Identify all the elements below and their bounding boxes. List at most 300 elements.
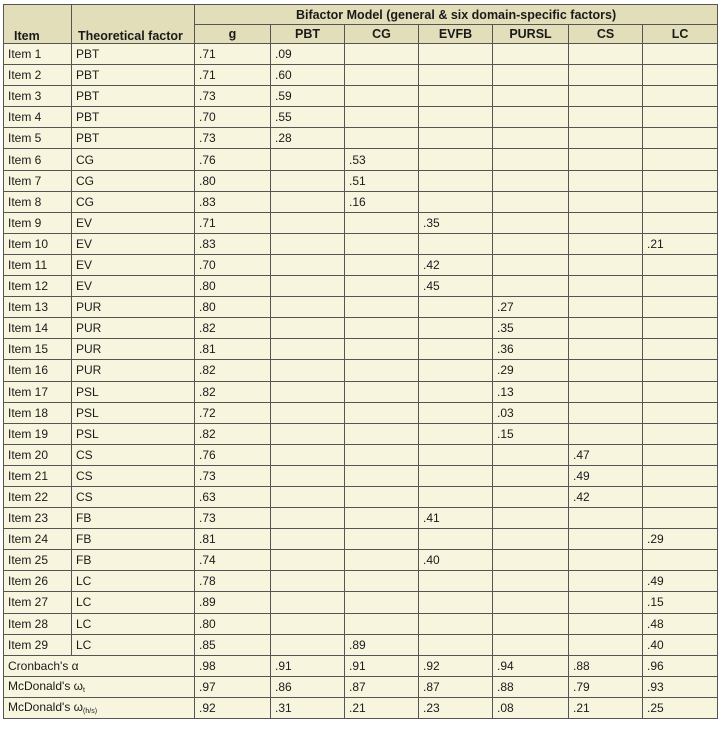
loading-cell xyxy=(493,634,569,655)
loading-cell xyxy=(493,508,569,529)
table-row xyxy=(4,508,718,529)
theoretical-factor-cell: EV xyxy=(72,212,195,233)
loading-cell xyxy=(419,86,493,107)
reliability-value-cell: .88 xyxy=(569,655,643,676)
loading-cell xyxy=(643,44,718,65)
reliability-value-cell: .92 xyxy=(195,697,271,718)
reliability-value-cell: .96 xyxy=(643,655,718,676)
loading-cell xyxy=(569,233,643,254)
loading-cell xyxy=(419,191,493,212)
theoretical-factor-cell: PUR xyxy=(72,360,195,381)
loading-cell xyxy=(419,107,493,128)
table-row xyxy=(4,486,718,507)
loading-cell xyxy=(569,381,643,402)
loading-cell xyxy=(345,381,419,402)
table-row xyxy=(4,529,718,550)
loading-cell: .03 xyxy=(493,402,569,423)
reliability-value-cell: .21 xyxy=(569,697,643,718)
theoretical-factor-cell: EV xyxy=(72,276,195,297)
reliability-row xyxy=(4,676,718,697)
loading-cell xyxy=(419,529,493,550)
loading-cell xyxy=(643,381,718,402)
loading-cell xyxy=(271,381,345,402)
reliability-label-cell xyxy=(4,655,195,676)
item-cell: Item 18 xyxy=(4,402,72,423)
loading-cell: .47 xyxy=(569,444,643,465)
item-cell: Item 25 xyxy=(4,550,72,571)
loading-cell xyxy=(419,465,493,486)
loading-cell xyxy=(643,254,718,275)
loading-cell xyxy=(271,571,345,592)
item-cell: Item 24 xyxy=(4,529,72,550)
loading-cell: .83 xyxy=(195,191,271,212)
loading-cell: .29 xyxy=(643,529,718,550)
table-row xyxy=(4,149,718,170)
table-row xyxy=(4,592,718,613)
loading-cell xyxy=(569,44,643,65)
loading-cell xyxy=(271,339,345,360)
table-row xyxy=(4,191,718,212)
reliability-value-cell: .87 xyxy=(419,676,493,697)
loading-cell xyxy=(493,149,569,170)
loading-cell: .73 xyxy=(195,508,271,529)
loading-cell xyxy=(643,444,718,465)
loading-cell xyxy=(345,360,419,381)
loading-cell xyxy=(345,339,419,360)
loading-cell: .40 xyxy=(419,550,493,571)
loading-cell xyxy=(345,254,419,275)
loading-cell xyxy=(569,212,643,233)
table-row xyxy=(4,339,718,360)
loading-cell: .35 xyxy=(419,212,493,233)
loading-cell xyxy=(271,634,345,655)
item-cell: Item 3 xyxy=(4,86,72,107)
loading-cell xyxy=(345,486,419,507)
loading-cell xyxy=(643,297,718,318)
loading-cell xyxy=(569,149,643,170)
loading-cell: .41 xyxy=(419,508,493,529)
loading-cell xyxy=(569,571,643,592)
loading-cell: .80 xyxy=(195,170,271,191)
loading-cell: .16 xyxy=(345,191,419,212)
loading-cell xyxy=(569,592,643,613)
table-row xyxy=(4,634,718,655)
loading-cell xyxy=(493,107,569,128)
loading-cell xyxy=(419,634,493,655)
loading-cell xyxy=(345,297,419,318)
loading-cell xyxy=(345,613,419,634)
reliability-value-cell: .91 xyxy=(271,655,345,676)
loading-cell: .70 xyxy=(195,254,271,275)
theoretical-factor-cell: PBT xyxy=(72,65,195,86)
loading-cell xyxy=(493,592,569,613)
loading-cell: .73 xyxy=(195,86,271,107)
loading-cell xyxy=(345,212,419,233)
loading-cell: .85 xyxy=(195,634,271,655)
loading-cell: .89 xyxy=(345,634,419,655)
theoretical-factor-cell: FB xyxy=(72,508,195,529)
loading-cell xyxy=(569,529,643,550)
factor-column-header: CS xyxy=(569,25,643,44)
loading-cell xyxy=(419,170,493,191)
loading-cell xyxy=(419,297,493,318)
loading-cell xyxy=(643,191,718,212)
loading-cell xyxy=(493,613,569,634)
factor-column-header: PURSL xyxy=(493,25,569,44)
loading-cell xyxy=(569,550,643,571)
loading-cell xyxy=(643,423,718,444)
loading-cell xyxy=(569,339,643,360)
item-cell: Item 17 xyxy=(4,381,72,402)
loading-cell xyxy=(345,86,419,107)
loading-cell xyxy=(345,508,419,529)
item-cell: Item 27 xyxy=(4,592,72,613)
reliability-value-cell: .86 xyxy=(271,676,345,697)
loading-cell: .72 xyxy=(195,402,271,423)
loading-cell xyxy=(569,107,643,128)
loading-cell xyxy=(271,149,345,170)
loading-cell xyxy=(493,170,569,191)
loading-cell xyxy=(643,212,718,233)
reliability-value-cell: .91 xyxy=(345,655,419,676)
reliability-value-cell: .93 xyxy=(643,676,718,697)
table-body xyxy=(4,44,718,719)
loading-cell: .42 xyxy=(569,486,643,507)
theoretical-factor-cell: EV xyxy=(72,254,195,275)
theoretical-factor-cell: PBT xyxy=(72,44,195,65)
loading-cell xyxy=(271,191,345,212)
table-row xyxy=(4,233,718,254)
item-cell: Item 11 xyxy=(4,254,72,275)
loading-cell xyxy=(569,508,643,529)
item-cell: Item 16 xyxy=(4,360,72,381)
loading-cell xyxy=(493,550,569,571)
loading-cell xyxy=(271,613,345,634)
theoretical-factor-cell: CG xyxy=(72,191,195,212)
loading-cell: .51 xyxy=(345,170,419,191)
reliability-value-cell: .94 xyxy=(493,655,569,676)
loading-cell xyxy=(271,550,345,571)
loading-cell xyxy=(493,529,569,550)
loading-cell xyxy=(643,550,718,571)
item-cell: Item 13 xyxy=(4,297,72,318)
reliability-row xyxy=(4,697,718,718)
table-row xyxy=(4,381,718,402)
theoretical-factor-cell: FB xyxy=(72,529,195,550)
theoretical-factor-cell: CG xyxy=(72,170,195,191)
loading-cell: .36 xyxy=(493,339,569,360)
loading-cell xyxy=(345,402,419,423)
item-cell: Item 14 xyxy=(4,318,72,339)
loading-cell xyxy=(643,65,718,86)
loading-cell xyxy=(419,402,493,423)
loading-cell xyxy=(271,254,345,275)
loading-cell: .49 xyxy=(643,571,718,592)
loading-cell xyxy=(493,86,569,107)
loading-cell xyxy=(345,276,419,297)
loading-cell: .71 xyxy=(195,65,271,86)
loading-cell: .09 xyxy=(271,44,345,65)
loading-cell: .82 xyxy=(195,360,271,381)
loading-cell: .71 xyxy=(195,212,271,233)
reliability-value-cell: .79 xyxy=(569,676,643,697)
reliability-value-cell: .25 xyxy=(643,697,718,718)
theoretical-factor-cell: CS xyxy=(72,465,195,486)
reliability-label-subscript: t xyxy=(83,687,85,695)
table-row xyxy=(4,444,718,465)
table-row xyxy=(4,423,718,444)
reliability-label: McDonald's ω xyxy=(8,700,84,715)
loading-cell: .83 xyxy=(195,233,271,254)
loading-cell xyxy=(419,571,493,592)
loading-cell xyxy=(271,276,345,297)
loading-cell xyxy=(345,128,419,149)
loading-cell: .45 xyxy=(419,276,493,297)
loading-cell xyxy=(493,465,569,486)
loading-cell xyxy=(345,465,419,486)
theoretical-factor-cell: PUR xyxy=(72,339,195,360)
loading-cell xyxy=(345,550,419,571)
theoretical-factor-cell: CG xyxy=(72,149,195,170)
loading-cell: .76 xyxy=(195,444,271,465)
loading-cell xyxy=(419,486,493,507)
loading-cell xyxy=(345,65,419,86)
item-cell: Item 7 xyxy=(4,170,72,191)
loading-cell xyxy=(419,44,493,65)
loading-cell xyxy=(569,318,643,339)
factor-column-header: LC xyxy=(643,25,718,44)
loading-cell xyxy=(643,149,718,170)
reliability-value-cell: .08 xyxy=(493,697,569,718)
loading-cell: .73 xyxy=(195,128,271,149)
loading-cell: .28 xyxy=(271,128,345,149)
loading-cell xyxy=(493,65,569,86)
loading-cell: .40 xyxy=(643,634,718,655)
loading-cell xyxy=(493,233,569,254)
loading-cell xyxy=(271,402,345,423)
theoretical-factor-cell: FB xyxy=(72,550,195,571)
loading-cell xyxy=(271,360,345,381)
loading-cell xyxy=(493,276,569,297)
table-header xyxy=(4,5,718,44)
item-cell: Item 22 xyxy=(4,486,72,507)
loading-cell xyxy=(271,170,345,191)
theoretical-factor-cell: PSL xyxy=(72,381,195,402)
reliability-label: McDonald's ω xyxy=(8,679,84,694)
loading-cell xyxy=(345,571,419,592)
loading-cell xyxy=(345,107,419,128)
loading-cell xyxy=(569,65,643,86)
loading-cell: .82 xyxy=(195,381,271,402)
theoretical-factor-column-header: Theoretical factor xyxy=(72,5,195,44)
loading-cell: .82 xyxy=(195,423,271,444)
loading-cell xyxy=(419,360,493,381)
loading-cell: .27 xyxy=(493,297,569,318)
loading-cell: .42 xyxy=(419,254,493,275)
loading-cell xyxy=(643,508,718,529)
loading-cell xyxy=(419,318,493,339)
table-row xyxy=(4,402,718,423)
loading-cell xyxy=(643,128,718,149)
loading-cell xyxy=(569,297,643,318)
reliability-value-cell: .98 xyxy=(195,655,271,676)
table-row xyxy=(4,86,718,107)
table-row xyxy=(4,276,718,297)
loading-cell xyxy=(643,86,718,107)
reliability-value-cell: .23 xyxy=(419,697,493,718)
table-row xyxy=(4,65,718,86)
loading-cell xyxy=(493,444,569,465)
theoretical-factor-cell: PSL xyxy=(72,402,195,423)
theoretical-factor-cell: EV xyxy=(72,233,195,254)
item-cell: Item 5 xyxy=(4,128,72,149)
factor-column-header: g xyxy=(195,25,271,44)
loading-cell xyxy=(493,212,569,233)
loading-cell: .80 xyxy=(195,613,271,634)
loading-cell xyxy=(271,318,345,339)
loading-cell: .13 xyxy=(493,381,569,402)
item-cell: Item 6 xyxy=(4,149,72,170)
loading-cell: .82 xyxy=(195,318,271,339)
table-row xyxy=(4,212,718,233)
reliability-row xyxy=(4,655,718,676)
loading-cell xyxy=(419,149,493,170)
loading-cell: .74 xyxy=(195,550,271,571)
loading-cell xyxy=(643,465,718,486)
loading-cell: .15 xyxy=(643,592,718,613)
loading-cell xyxy=(493,571,569,592)
theoretical-factor-cell: PBT xyxy=(72,128,195,149)
reliability-value-cell: .87 xyxy=(345,676,419,697)
table-row xyxy=(4,465,718,486)
loading-cell xyxy=(271,486,345,507)
theoretical-factor-cell: LC xyxy=(72,571,195,592)
loading-cell: .80 xyxy=(195,276,271,297)
item-cell: Item 10 xyxy=(4,233,72,254)
loading-cell xyxy=(271,423,345,444)
loading-cell xyxy=(419,592,493,613)
loading-cell: .15 xyxy=(493,423,569,444)
reliability-value-cell: .88 xyxy=(493,676,569,697)
loading-cell xyxy=(271,508,345,529)
theoretical-factor-cell: PBT xyxy=(72,107,195,128)
loading-cell xyxy=(643,402,718,423)
reliability-table-container xyxy=(3,4,718,719)
loading-cell xyxy=(271,233,345,254)
loading-cell xyxy=(569,360,643,381)
item-cell: Item 8 xyxy=(4,191,72,212)
loading-cell xyxy=(271,444,345,465)
theoretical-factor-cell: CS xyxy=(72,444,195,465)
loading-cell xyxy=(643,276,718,297)
loading-cell xyxy=(345,592,419,613)
table-row xyxy=(4,107,718,128)
loading-cell xyxy=(643,170,718,191)
item-cell: Item 19 xyxy=(4,423,72,444)
factor-column-header: CG xyxy=(345,25,419,44)
table-row xyxy=(4,297,718,318)
reliability-label-subscript: (h/s) xyxy=(83,708,98,716)
loading-cell xyxy=(643,486,718,507)
loading-cell xyxy=(493,486,569,507)
loading-cell: .80 xyxy=(195,297,271,318)
factor-column-header: EVFB xyxy=(419,25,493,44)
loading-cell xyxy=(569,191,643,212)
loading-cell: .49 xyxy=(569,465,643,486)
loading-cell: .73 xyxy=(195,465,271,486)
loading-cell xyxy=(271,297,345,318)
item-cell: Item 23 xyxy=(4,508,72,529)
loading-cell xyxy=(271,465,345,486)
item-cell: Item 1 xyxy=(4,44,72,65)
theoretical-factor-cell: LC xyxy=(72,592,195,613)
item-cell: Item 21 xyxy=(4,465,72,486)
loading-cell: .81 xyxy=(195,339,271,360)
table-row xyxy=(4,360,718,381)
loading-cell: .48 xyxy=(643,613,718,634)
theoretical-factor-cell: LC xyxy=(72,634,195,655)
theoretical-factor-cell: LC xyxy=(72,613,195,634)
theoretical-factor-cell: CS xyxy=(72,486,195,507)
loading-cell: .29 xyxy=(493,360,569,381)
loading-cell: .76 xyxy=(195,149,271,170)
table-row xyxy=(4,613,718,634)
loading-cell: .89 xyxy=(195,592,271,613)
loading-cell xyxy=(345,318,419,339)
reliability-value-cell: .31 xyxy=(271,697,345,718)
loading-cell: .59 xyxy=(271,86,345,107)
loading-cell: .21 xyxy=(643,233,718,254)
bifactor-model-group-header: Bifactor Model (general & six domain-specific factors) xyxy=(195,5,718,25)
loading-cell xyxy=(419,444,493,465)
table-row xyxy=(4,44,718,65)
item-cell: Item 15 xyxy=(4,339,72,360)
reliability-value-cell: .21 xyxy=(345,697,419,718)
item-cell: Item 28 xyxy=(4,613,72,634)
loading-cell xyxy=(643,107,718,128)
item-cell: Item 12 xyxy=(4,276,72,297)
loading-cell xyxy=(569,254,643,275)
loading-cell xyxy=(419,65,493,86)
loading-cell xyxy=(271,529,345,550)
loading-cell xyxy=(345,529,419,550)
loading-cell xyxy=(419,381,493,402)
loading-cell xyxy=(493,191,569,212)
reliability-value-cell: .92 xyxy=(419,655,493,676)
loading-cell xyxy=(569,423,643,444)
loading-cell xyxy=(271,592,345,613)
reliability-label: Cronbach's α xyxy=(8,658,79,673)
item-cell: Item 29 xyxy=(4,634,72,655)
table-row xyxy=(4,318,718,339)
loading-cell xyxy=(419,233,493,254)
item-column-header: Item xyxy=(4,5,72,44)
loading-cell: .78 xyxy=(195,571,271,592)
table-row xyxy=(4,128,718,149)
loading-cell: .60 xyxy=(271,65,345,86)
loading-cell xyxy=(643,360,718,381)
loading-cell xyxy=(419,613,493,634)
loading-cell xyxy=(419,423,493,444)
loading-cell xyxy=(345,233,419,254)
theoretical-factor-cell: PUR xyxy=(72,297,195,318)
item-cell: Item 9 xyxy=(4,212,72,233)
loading-cell: .81 xyxy=(195,529,271,550)
item-cell: Item 26 xyxy=(4,571,72,592)
reliability-label-cell xyxy=(4,697,195,718)
item-cell: Item 2 xyxy=(4,65,72,86)
loading-cell: .55 xyxy=(271,107,345,128)
